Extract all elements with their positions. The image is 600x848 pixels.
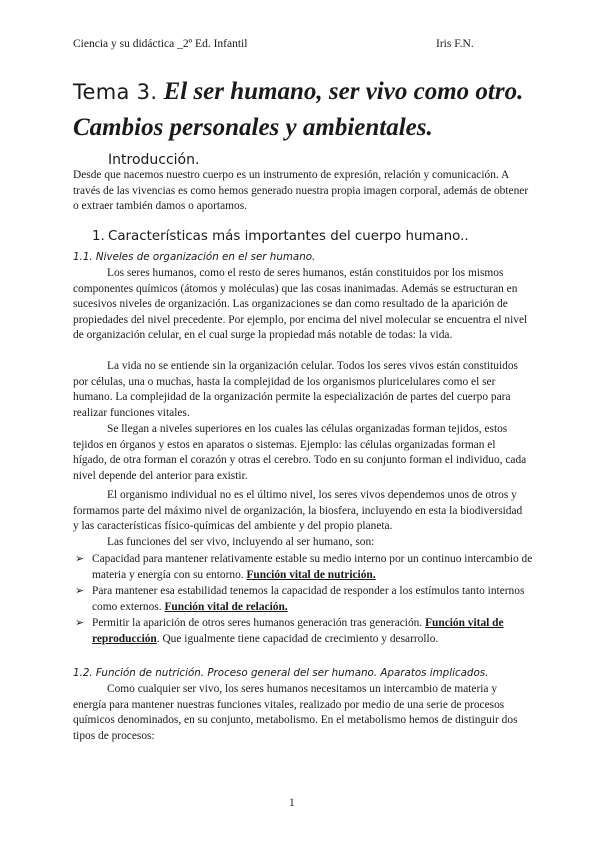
header-author: Iris F.N. [436, 38, 474, 50]
paragraph-6: Como cualquier ser vivo, los seres humanos necesitamos un intercambio de materia y energía para mantener nuestras funciones vitales, realizado por medio de una serie de procesos químicos denominados, en su conjunto, metabolismo. En el metabolismo hemos de distinguir dos tipos de procesos: [73, 683, 518, 742]
arrow-bullet-icon: ➢ [75, 585, 85, 597]
paragraph-3: Se llegan a niveles superiores en los cuales las células organizadas forman tejidos, estos tejidos en órganos y estos en aparatos o sistemas. Ejemplo: las células organizadas forman el hígado, de otra forman el corazón y otras el cerebro. Todo en su conjunto forman el individuo, cada nivel depende del anterior para existir. [73, 423, 527, 482]
list-item: ➢ Para mantener esa estabilidad tenemos la capacidad de responder a los estímulos tanto internos como externos. Función vital de relación. [75, 585, 525, 613]
page-number: 1 [289, 797, 295, 809]
intro-paragraph: Desde que nacemos nuestro cuerpo es un instrumento de expresión, relación y comunicación. A través de las vivencias es como hemos generado nuestra propia imagen corporal, además de obtener o extraer también damos o aportamos. [73, 169, 529, 213]
list-item: ➢ Permitir la aparición de otros seres humanos generación tras generación. Función vital de reproducción. Que igualmente tiene capacidad de crecimiento y desarrollo. [75, 617, 504, 645]
paragraph-5: Las funciones del ser vivo, incluyendo al ser humano, son: [107, 536, 375, 548]
paragraph-1: Los seres humanos, como el resto de seres humanos, están constituidos por los mismos componentes químicos (átomos y moléculas) que las cosas inanimadas. Además se estructuran en sucesivos niveles de organización. Las organizaciones se dan como resultado de la aparición de propiedades del nivel precedente. Por ejemplo, por encima del nivel molecular se encuentra el nivel de organización celular, en el cual surge la propiedad más notable de todas: la vida. [73, 267, 528, 342]
document-title [73, 74, 543, 146]
intro-heading: Introducción. [108, 152, 200, 168]
section-1-heading [92, 229, 469, 244]
subsection-1-1-heading: 1.1. Niveles de organización en el ser humano. [73, 251, 316, 263]
title-lead: Tema 3. [73, 80, 158, 104]
paragraph-4: El organismo individual no es el último nivel, los seres vivos dependemos unos de otros y formamos parte del máximo nivel de organización, la biosfera, incluyendo en esta la biodiversidad y las características físico-químicas del ambiente y del propio planeta. [73, 489, 523, 533]
arrow-bullet-icon: ➢ [75, 617, 85, 629]
header-course: Ciencia y su didáctica _2º Ed. Infantil [73, 38, 248, 50]
section-1-title: Características más importantes del cuerpo humano.. [108, 229, 469, 244]
arrow-bullet-icon: ➢ [75, 553, 85, 565]
paragraph-2: La vida no se entiende sin la organización celular. Todos los seres vivos están constituidos por células, una o muchas, hasta la complejidad de los organismos pluricelulares como el ser humano. La complejidad de la organización permite la especialización de partes del cuerpo para realizar funciones vitales. [73, 360, 518, 419]
title-italic: El ser humano, ser vivo como otro. Cambios personales y ambientales. [73, 78, 524, 141]
section-1-number: 1. [92, 229, 105, 244]
list-item: ➢ Capacidad para mantener relativamente estable su medio interno por un continuo intercambio de materia y energía con su entorno. Función vital de nutrición. [75, 553, 533, 581]
subsection-1-2-heading: 1.2. Función de nutrición. Proceso general del ser humano. Aparatos implicados. [73, 667, 489, 679]
